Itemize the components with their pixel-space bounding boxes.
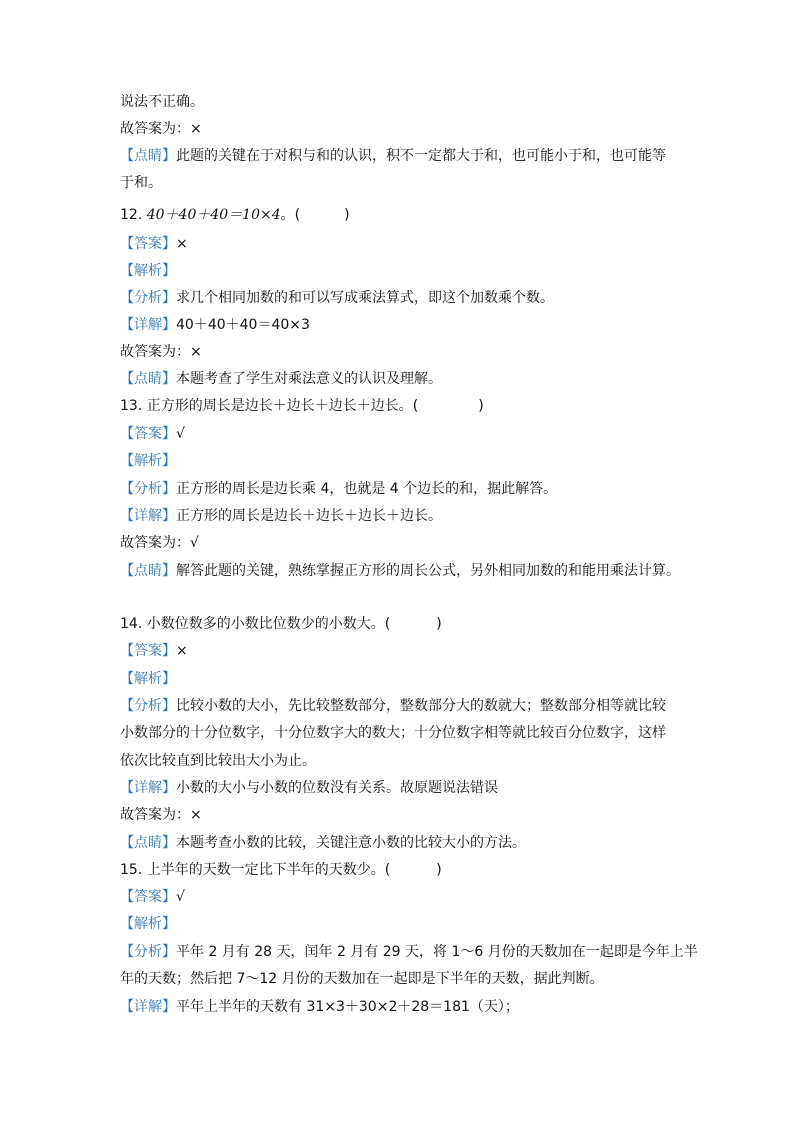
analysis-header (120, 914, 176, 934)
section-tag: 【详解】 (120, 317, 176, 333)
text-line: 故答案为：× (120, 121, 202, 137)
detail-line: 【详解】正方形的周长是边长＋边长＋边长＋边长。 (120, 508, 442, 524)
question-14: 14. 小数位数多的小数比位数少的小数大。( ) (120, 616, 442, 632)
analysis-line: 【分析】平年 2 月有 28 天，闰年 2 月有 29 天，将 1～6 月份的天数加在一起即是今年上半 (120, 944, 698, 960)
question-15: 15. 上半年的天数一定比下半年的天数少。( ) (120, 862, 442, 878)
comment-line: 【点睛】解答此题的关键，熟练掌握正方形的周长公式，另外相同加数的和能用乘法计算。 (120, 563, 680, 579)
text-line: 于和。 (120, 175, 162, 191)
section-tag: 【分析】 (120, 290, 176, 306)
math-expression: 40＋40＋40＝10×4 (146, 207, 281, 223)
section-tag: 【答案】 (120, 236, 176, 252)
section-tag: 【解析】 (120, 916, 176, 932)
text-line: 故答案为：× (120, 807, 202, 823)
text-line: 故答案为：× (120, 344, 202, 360)
text-line: 小数部分的十分位数字，十分位数字大的数大；十分位数字相等就比较百分位数字，这样 (120, 725, 666, 741)
text-line: 说法不正确。 (120, 94, 204, 110)
section-tag: 【详解】 (120, 999, 176, 1015)
analysis-line: 【分析】比较小数的大小，先比较整数部分，整数部分大的数就大；整数部分相等就比较 (120, 698, 666, 714)
text-line: 故答案为：√ (120, 535, 199, 551)
section-tag: 【点睛】 (120, 371, 176, 387)
analysis-header (120, 669, 176, 689)
detail-line: 【详解】平年上半年的天数有 31×3＋30×2＋28＝181（天）； (120, 999, 519, 1015)
section-tag: 【答案】 (120, 426, 176, 442)
section-tag: 【分析】 (120, 481, 176, 497)
section-tag: 【解析】 (120, 263, 176, 279)
section-tag: 【点睛】 (120, 148, 176, 164)
question-13: 13. 正方形的周长是边长＋边长＋边长＋边长。( ) (120, 398, 484, 414)
section-tag: 【答案】 (120, 643, 176, 659)
analysis-line: 【分析】求几个相同加数的和可以写成乘法算式，即这个加数乘个数。 (120, 290, 554, 306)
section-tag: 【解析】 (120, 453, 176, 469)
section-tag: 【点睛】 (120, 563, 176, 579)
answer-line: 【答案】√ (120, 426, 185, 442)
text-line: 年的天数；然后把 7～12 月份的天数加在一起即是下半年的天数，据此判断。 (120, 971, 604, 987)
answer-line: 【答案】× (120, 643, 188, 659)
detail-line: 【详解】40＋40＋40＝40×3 (120, 317, 310, 333)
answer-line: 【答案】√ (120, 889, 185, 905)
section-tag: 【分析】 (120, 698, 176, 714)
text-line: 依次比较直到比较出大小为止。 (120, 753, 316, 769)
section-tag: 【分析】 (120, 944, 176, 960)
section-tag: 【答案】 (120, 889, 176, 905)
section-tag: 【详解】 (120, 508, 176, 524)
comment-line: 【点睛】本题考查了学生对乘法意义的认识及理解。 (120, 371, 442, 387)
section-tag: 【点睛】 (120, 835, 176, 851)
section-tag: 【解析】 (120, 671, 176, 687)
question-12: 12. 40＋40＋40＝10×4。( ) (120, 207, 350, 223)
answer-line: 【答案】× (120, 236, 188, 252)
comment-line: 【点睛】本题考查小数的比较，关键注意小数的比较大小的方法。 (120, 835, 526, 851)
analysis-header (120, 451, 176, 471)
comment-line: 【点睛】此题的关键在于对积与和的认识，积不一定都大于和，也可能小于和，也可能等 (120, 148, 666, 164)
analysis-header (120, 261, 176, 281)
detail-line: 【详解】小数的大小与小数的位数没有关系。故原题说法错误 (120, 780, 498, 796)
section-tag: 【详解】 (120, 780, 176, 796)
analysis-line: 【分析】正方形的周长是边长乘 4，也就是 4 个边长的和，据此解答。 (120, 481, 558, 497)
